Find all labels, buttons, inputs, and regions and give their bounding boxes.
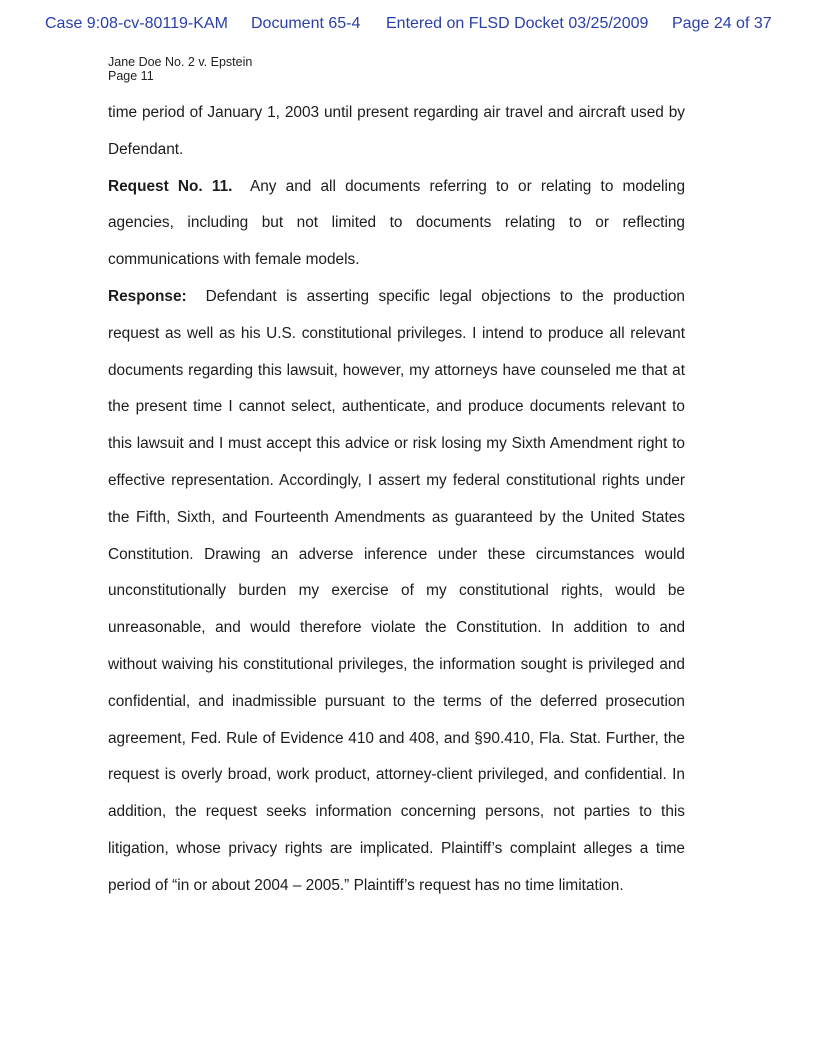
response-label: Response: [108,287,187,305]
response-text: Defendant is asserting specific legal objections to the production request as well as his U.S. constitutional privileges. I intend to produce all relevant documents regarding this lawsuit, however, my attorneys have counseled me that at the present time I cannot select, authenticate, and produce documents relevant to this lawsuit and I must accept this advice or risk losing my Sixth Amendment right to effective representation. Accordingly, I assert my federal constitutional rights under the Fifth, Sixth, and Fourteenth Amendments as guaranteed by the United States Constitution. Drawing an adverse inference under these circumstances would unconstitutionally burden my exercise of my constitutional rights, would be unreasonable, and would therefore violate the Constitution. In addition to and without waiving his constitutional privileges, the information sought is privileged and confidential, and inadmissible pursuant to the terms of the deferred prosecution agreement, Fed. Rule of Evidence 410 and 408, and §90.410, Fla. Stat. Further, the request is overly broad, work product, attorney-client privileged, and confidential. In addition, the request seeks information concerning persons, not parties to this litigation, whose privacy rights are implicated. Plaintiff’s complaint alleges a time period of “in or about 2004 – 2005.” Plaintiff’s request has no time limitation. [108,287,685,894]
docket-entry-date: Entered on FLSD Docket 03/25/2009 [386,15,649,32]
response-paragraph [108,279,685,905]
running-caption [108,55,252,83]
document-number: Document 65-4 [251,15,361,32]
continuation-paragraph: time period of January 1, 2003 until present regarding air travel and aircraft used by Defendant. [108,104,685,158]
document-body [108,95,685,905]
request-paragraph [108,169,685,279]
case-name: Jane Doe No. 2 v. Epstein [108,55,253,69]
request-label: Request No. 11. [108,177,233,195]
page-label: Page 11 [108,69,154,83]
case-number: Case 9:08-cv-80119-KAM [45,15,228,32]
request-text: Any and all documents referring to or relating to modeling agencies, including but not limited to documents relating to or reflecting communications with female models. [108,177,686,269]
page-count: Page 24 of 37 [672,15,772,32]
